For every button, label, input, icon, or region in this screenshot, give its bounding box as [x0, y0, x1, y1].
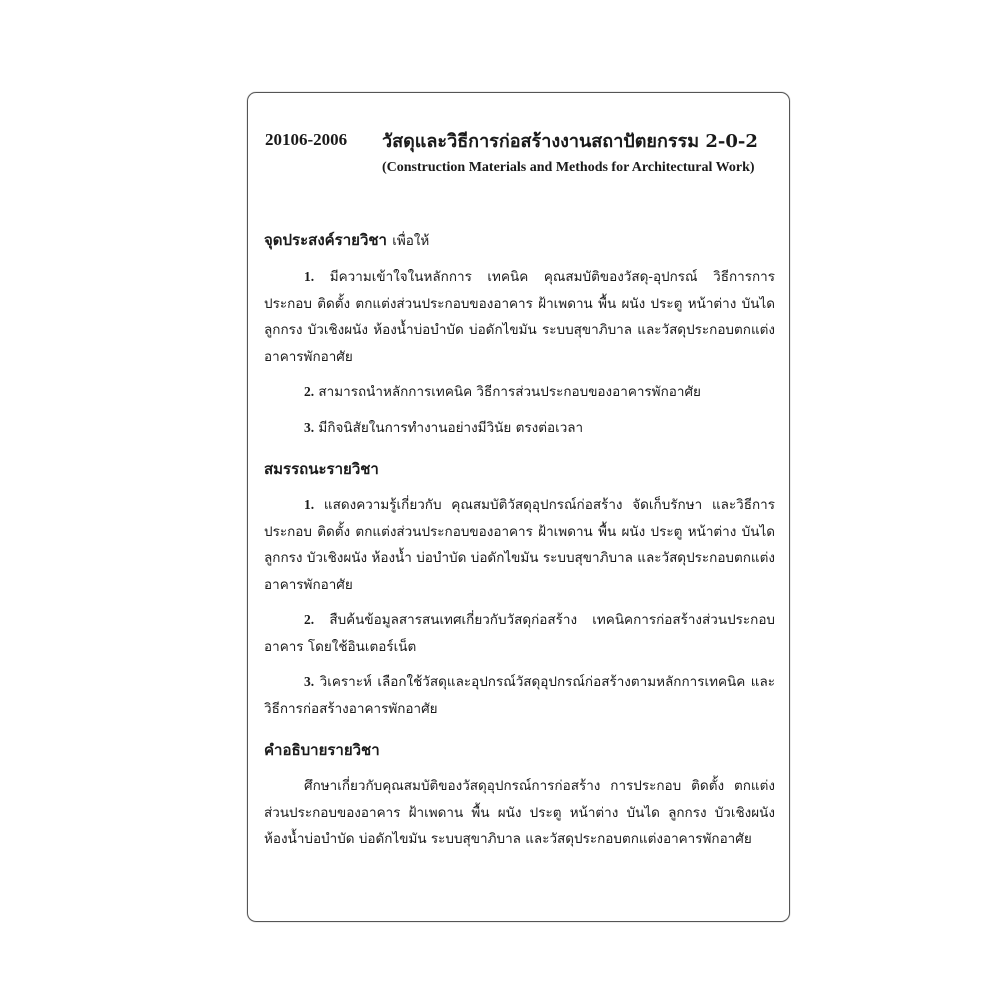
item-number: 2.: [304, 612, 315, 627]
item-number: 3.: [304, 674, 315, 689]
item-text: สามารถนำหลักการเทคนิค วิธีการส่วนประกอบของอาคารพักอาศัย: [318, 384, 701, 400]
objectives-heading: [264, 226, 775, 255]
objective-item: [264, 264, 775, 370]
competency-item: [264, 607, 775, 660]
competency-item: [264, 669, 775, 722]
item-number: 1.: [304, 497, 315, 512]
item-number: 2.: [304, 384, 315, 399]
item-text: สืบค้นข้อมูลสารสนเทศเกี่ยวกับวัสดุก่อสร้าง เทคนิคการก่อสร้างส่วนประกอบอาคาร โดยใช้อินเตอร์เน็ต: [264, 612, 775, 655]
competency-item: [264, 492, 775, 598]
competencies-heading: สมรรถนะรายวิชา: [264, 460, 379, 478]
item-number: 3.: [304, 419, 315, 435]
objective-item: [264, 415, 775, 442]
course-title: วัสดุและวิธีการก่อสร้างงานสถาปัตยกรรม 2-0-2: [382, 131, 758, 152]
objective-item: [264, 379, 775, 406]
course-body: [264, 226, 775, 853]
course-subtitle: (Construction Materials and Methods for Architectural Work): [382, 160, 755, 175]
item-text: มีความเข้าใจในหลักการ เทคนิค คุณสมบัติของวัสดุ-อุปกรณ์ วิธีการการประกอบ ติดตั้ง ตกแต่งส่วนประกอบของอาคาร ฝ้าเพดาน พื้น ผนัง ประตู หน้าต่าง บันได ลูกกรง บัวเชิงผนัง ห้องน้ำบ่อบำบัด บ่อดักไขมัน ระบบสุขาภิบาล และวัสดุประกอบตกแต่งอาคารพักอาศัย: [264, 269, 775, 365]
objectives-heading-text: จุดประสงค์รายวิชา: [264, 231, 387, 249]
description-heading: คำอธิบายรายวิชา: [264, 741, 380, 759]
item-text: แสดงความรู้เกี่ยวกับ คุณสมบัติวัสดุอุปกรณ์ก่อสร้าง จัดเก็บรักษา และวิธีการประกอบ ติดตั้ง ตกแต่งส่วนประกอบของอาคาร ฝ้าเพดาน พื้น ผนัง ประตู หน้าต่าง บันได ลูกกรง บัวเชิงผนัง ห้องน้ำ บ่อบำบัด บ่อดักไขมัน ระบบสุขาภิบาล และวัสดุประกอบตกแต่งอาคารพักอาศัย: [264, 497, 776, 593]
description-text: ศึกษาเกี่ยวกับคุณสมบัติของวัสดุอุปกรณ์การก่อสร้าง การประกอบ ติดตั้ง ตกแต่ง ส่วนประกอบของอาคาร ฝ้าเพดาน พื้น ผนัง ประตู หน้าต่าง บันได ลูกกรง บัวเชิงผนัง ห้องน้ำบ่อบำบัด บ่อดักไขมัน ระบบสุขาภิบาล และวัสดุประกอบตกแต่งอาคารพักอาศัย: [264, 778, 775, 847]
item-text: มีกิจนิสัยในการทำงานอย่างมีวินัย ตรงต่อเวลา: [318, 419, 584, 436]
course-code: 20106-2006: [265, 130, 348, 149]
item-text: วิเคราะห์ เลือกใช้วัสดุและอุปกรณ์วัสดุอุปกรณ์ก่อสร้างตามหลักการเทคนิค และวิธีการก่อสร้างอาคารพักอาศัย: [264, 674, 776, 717]
item-number: 1.: [304, 269, 315, 284]
objectives-intro: เพื่อให้: [392, 233, 430, 249]
